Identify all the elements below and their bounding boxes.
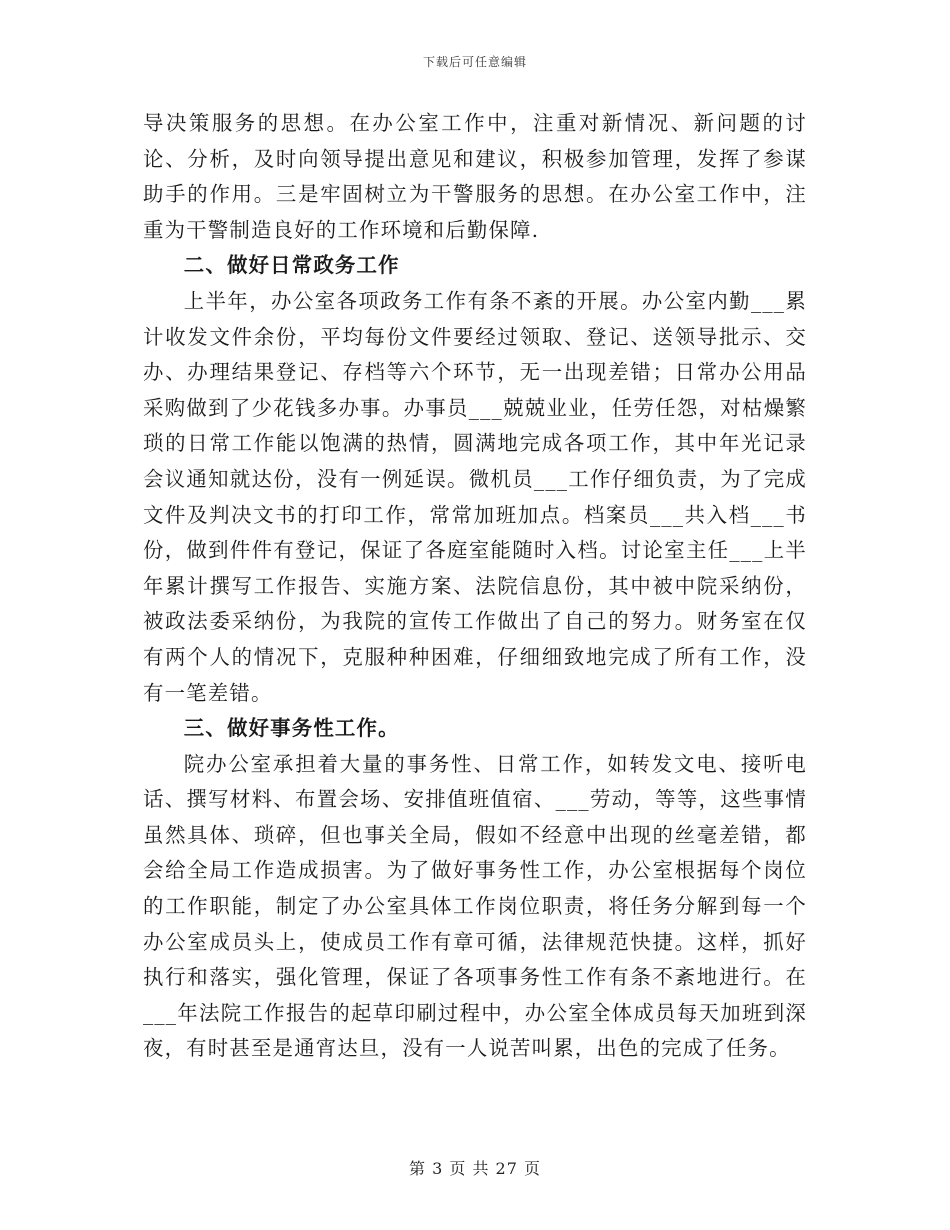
page-number: 第 3 页 共 27 页 <box>409 1159 541 1178</box>
section-heading-routine-work: 三、做好事务性工作。 <box>183 716 400 741</box>
page-header-note: 下载后可任意编辑 <box>422 55 527 69</box>
document-body <box>143 106 807 1067</box>
paragraph-intro: 导决策服务的思想。在办公室工作中，注重对新情况、新问题的讨论、分析，及时向领导提出意见和建议，积极参加管理，发挥了参谋助手的作用。三是牢固树立为干警服务的思想。在办公室工作中，注重为干警制造良好的工作环境和后勤保障. <box>143 111 807 242</box>
paragraph-daily-affairs: 上半年，办公室各项政务工作有条不紊的开展。办公室内勤___累计收发文件余份，平均每份文件要经过领取、登记、送领导批示、交办、办理结果登记、存档等六个环节，无一出现差错；日常办公用品采购做到了少花钱多办事。办事员___兢兢业业，任劳任怨，对枯燥繁琐的日常工作能以饱满的热情，圆满地完成各项工作，其中年光记录会议通知就达份，没有一例延误。微机员___工作仔细负责，为了完成文件及判决文书的打印工作，常常加班加点。档案员___共入档___书份，做到件件有登记，保证了各庭室能随时入档。讨论室主任___上半年累计撰写工作报告、实施方案、法院信息份，其中被中院采纳份，被政法委采纳份，为我院的宣传工作做出了自己的努力。财务室在仅有两个人的情况下，克服种种困难，仔细细致地完成了所有工作，没有一笔差错。 <box>143 288 807 705</box>
section-heading-daily-affairs: 二、做好日常政务工作 <box>183 253 400 278</box>
paragraph-routine-work: 院办公室承担着大量的事务性、日常工作，如转发文电、接听电话、撰写材料、布置会场、安排值班值宿、___劳动，等等，这些事情虽然具体、琐碎，但也事关全局，假如不经意中出现的丝毫差错，都会给全局工作造成损害。为了做好事务性工作，办公室根据每个岗位的工作职能，制定了办公室具体工作岗位职责，将任务分解到每一个办公室成员头上，使成员工作有章可循，法律规范快捷。这样，抓好执行和落实，强化管理，保证了各项事务性工作有条不紊地进行。在___年法院工作报告的起草印刷过程中，办公室全体成员每天加班到深夜，有时甚至是通宵达旦，没有一人说苦叫累，出色的完成了任务。 <box>143 751 807 1061</box>
